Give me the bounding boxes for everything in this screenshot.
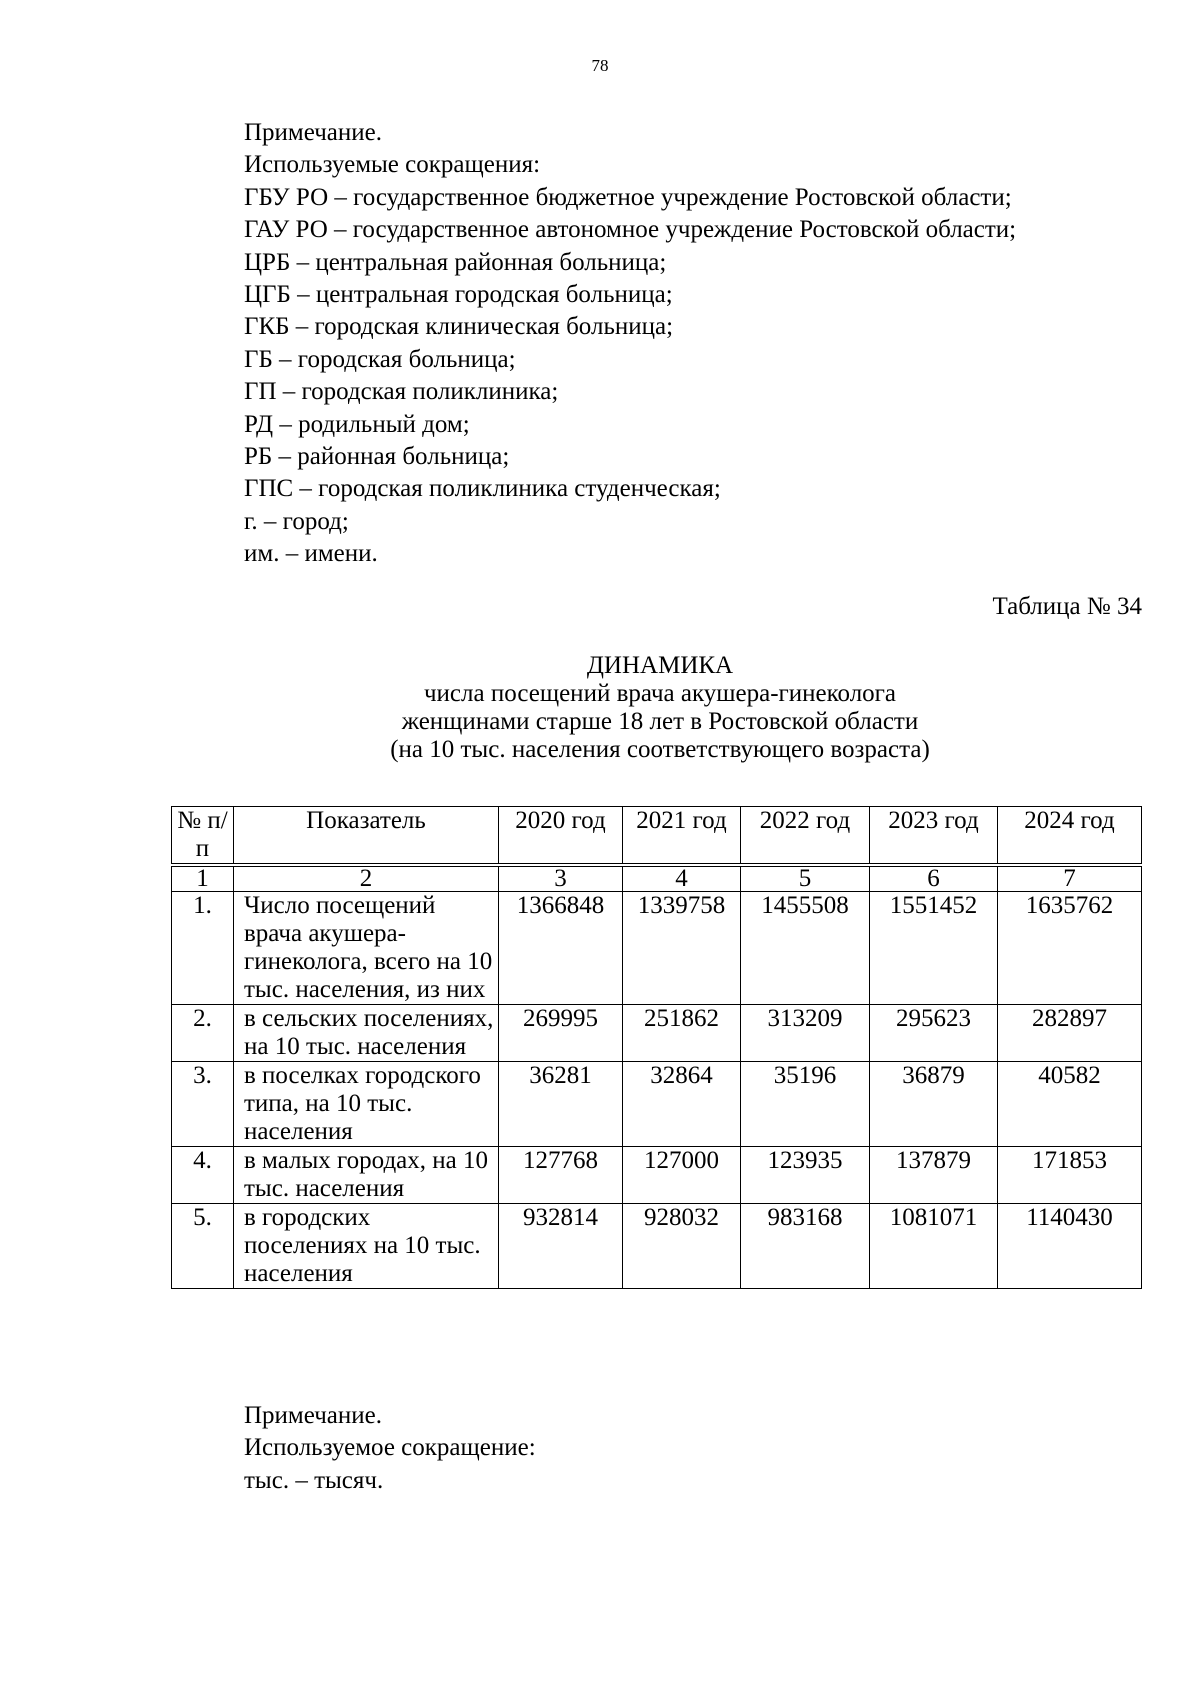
value-cell: 127000	[623, 1147, 741, 1204]
column-number: 1	[172, 865, 234, 892]
row-number: 4.	[172, 1147, 234, 1204]
abbreviation-item: г. – город;	[244, 507, 349, 535]
value-cell: 1455508	[741, 892, 870, 1005]
table-row	[172, 1062, 1142, 1147]
value-cell: 295623	[870, 1005, 998, 1062]
column-number: 7	[998, 865, 1142, 892]
value-cell: 1551452	[870, 892, 998, 1005]
value-cell: 1366848	[499, 892, 623, 1005]
table-row	[172, 892, 1142, 1005]
column-number: 3	[499, 865, 623, 892]
abbreviation-item: РД – родильный дом;	[244, 410, 470, 438]
table-header-row	[172, 807, 1142, 866]
abbreviations-note	[244, 117, 1144, 571]
column-header: № п/п	[172, 807, 234, 866]
column-number: 5	[741, 865, 870, 892]
abbreviation-item: ГАУ РО – государственное автономное учреждение Ростовской области;	[244, 216, 1017, 244]
abbreviation-item: ГПС – городская поликлиника студенческая;	[244, 475, 721, 503]
abbreviation-item: ГП – городская поликлиника;	[244, 378, 559, 406]
value-cell: 251862	[623, 1005, 741, 1062]
row-number: 5.	[172, 1204, 234, 1289]
abbreviation-item: РБ – районная больница;	[244, 443, 510, 471]
abbreviation-note-bottom	[244, 1400, 1144, 1497]
column-header: 2021 год	[623, 807, 741, 866]
value-cell: 1140430	[998, 1204, 1142, 1289]
row-number: 1.	[172, 892, 234, 1005]
abbreviation-item: тыс. – тысяч.	[244, 1466, 384, 1494]
heading-title: ДИНАМИКА	[586, 652, 734, 679]
value-cell: 36281	[499, 1062, 623, 1147]
column-numbering-row	[172, 865, 1142, 892]
column-header: 2020 год	[499, 807, 623, 866]
value-cell: 40582	[998, 1062, 1142, 1147]
column-header: Показатель	[234, 807, 499, 866]
indicator-cell: в городских поселениях на 10 тыс. населения	[234, 1204, 499, 1289]
table-row	[172, 1147, 1142, 1204]
value-cell: 35196	[741, 1062, 870, 1147]
value-cell: 171853	[998, 1147, 1142, 1204]
indicator-cell: Число посещений врача акушера-гинеколога, всего на 10 тыс. населения, из них	[234, 892, 499, 1005]
value-cell: 928032	[623, 1204, 741, 1289]
table-number: Таблица № 34	[992, 593, 1142, 620]
row-number: 3.	[172, 1062, 234, 1147]
column-number: 2	[234, 865, 499, 892]
indicator-cell: в сельских поселениях, на 10 тыс. населения	[234, 1005, 499, 1062]
heading-line: (на 10 тыс. населения соответствующего возраста)	[390, 736, 930, 763]
value-cell: 282897	[998, 1005, 1142, 1062]
table-heading	[0, 652, 1200, 764]
table-row	[172, 1005, 1142, 1062]
page-number: 78	[591, 56, 609, 75]
heading-line: женщинами старше 18 лет в Ростовской области	[401, 708, 919, 735]
column-header: 2022 год	[741, 807, 870, 866]
value-cell: 137879	[870, 1147, 998, 1204]
abbreviation-item: им. – имени.	[244, 540, 378, 568]
indicator-cell: в поселках городского типа, на 10 тыс. населения	[234, 1062, 499, 1147]
value-cell: 32864	[623, 1062, 741, 1147]
column-header: 2023 год	[870, 807, 998, 866]
value-cell: 313209	[741, 1005, 870, 1062]
value-cell: 123935	[741, 1147, 870, 1204]
value-cell: 1339758	[623, 892, 741, 1005]
note-title: Примечание.	[244, 119, 383, 146]
abbreviation-item: ЦРБ – центральная районная больница;	[244, 248, 667, 276]
value-cell: 1081071	[870, 1204, 998, 1289]
abbreviation-item: ЦГБ – центральная городская больница;	[244, 281, 673, 309]
value-cell: 932814	[499, 1204, 623, 1289]
abbreviation-item: ГБУ РО – государственное бюджетное учреждение Ростовской области;	[244, 183, 1012, 211]
abbreviation-item: ГБ – городская больница;	[244, 345, 516, 373]
table-row	[172, 1204, 1142, 1289]
note-title: Примечание.	[244, 1402, 383, 1429]
value-cell: 127768	[499, 1147, 623, 1204]
value-cell: 983168	[741, 1204, 870, 1289]
column-number: 6	[870, 865, 998, 892]
value-cell: 36879	[870, 1062, 998, 1147]
abbreviation-item: ГКБ – городская клиническая больница;	[244, 313, 674, 341]
value-cell: 1635762	[998, 892, 1142, 1005]
row-number: 2.	[172, 1005, 234, 1062]
column-number: 4	[623, 865, 741, 892]
dynamics-table	[171, 806, 1142, 1289]
note-subtitle: Используемое сокращение:	[244, 1434, 536, 1462]
indicator-cell: в малых городах, на 10 тыс. населения	[234, 1147, 499, 1204]
column-header: 2024 год	[998, 807, 1142, 866]
heading-line: числа посещений врача акушера-гинеколога	[423, 680, 897, 707]
note-subtitle: Используемые сокращения:	[244, 151, 541, 179]
value-cell: 269995	[499, 1005, 623, 1062]
